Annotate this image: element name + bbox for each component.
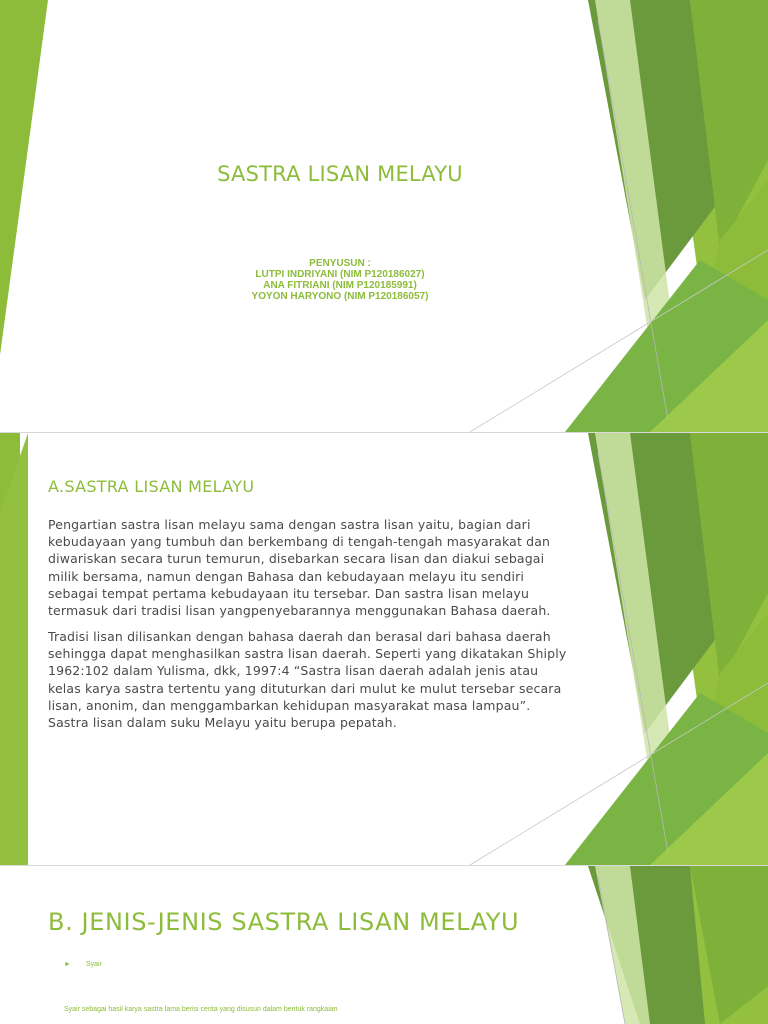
- presentation-title: SASTRA LISAN MELAYU: [217, 162, 463, 186]
- section-a-paragraph-2: Tradisi lisan dilisankan dengan bahasa daerah dan berasal dari bahasa daerah sehingga dapat menghasilkan sastra lisan daerah. Seperti yang dikatakan Shiply 1962:102 dalam Yulisma, dkk, 1997:4 “Sastra lisan daerah adalah jenis atau kelas karya sastra tertentu yang dituturkan dari mulut ke mulut tersebar secara lisan, anonim, dan menggambarkan kehidupan masyarakat masa lampau”. Sastra lisan dalam suku Melayu yaitu berupa pepatah.: [48, 629, 567, 731]
- bullet-arrow-icon: ►: [64, 961, 71, 968]
- author-line: YOYON HARYONO (NIM P120186057): [251, 291, 429, 302]
- syair-description: Syair sebagai hasil karya sastra lama berisi cerita yang disusun dalam bentuk rangkaian: [64, 1006, 338, 1013]
- slide-title: [0, 0, 768, 432]
- section-a-paragraph-1: Pengartian sastra lisan melayu sama dengan sastra lisan yaitu, bagian dari kebudayaan yang tumbuh dan berkembang di tengah-tengah masyarakat dan diwariskan secara turun temurun, disebarkan secara lisan dan diakui sebagai milik bersama, namun dengan Bahasa dan kebudayaan melayu itu sendiri sebagai tempat pertama kebudayaan itu tersebar. Dan sastra lisan melayu termasuk dari tradisi lisan yangpenyebarannya menggunakan Bahasa daerah.: [48, 517, 551, 619]
- author-line: ANA FITRIANI (NIM P120185991): [263, 280, 417, 291]
- section-b-heading: B. JENIS-JENIS SASTRA LISAN MELAYU: [48, 908, 520, 936]
- author-line: LUTPI INDRIYANI (NIM P120186027): [255, 269, 425, 280]
- authors-heading: PENYUSUN :: [309, 258, 371, 269]
- bullet-item-syair: [64, 961, 102, 968]
- slide-section-a: [0, 433, 768, 865]
- green-decoration: [0, 866, 768, 1024]
- section-a-heading: A.SASTRA LISAN MELAYU: [48, 477, 255, 496]
- slide-section-b: [0, 866, 768, 1024]
- authors-block: [170, 258, 510, 302]
- green-decoration: [0, 0, 768, 432]
- bullet-label: Syair: [86, 961, 102, 968]
